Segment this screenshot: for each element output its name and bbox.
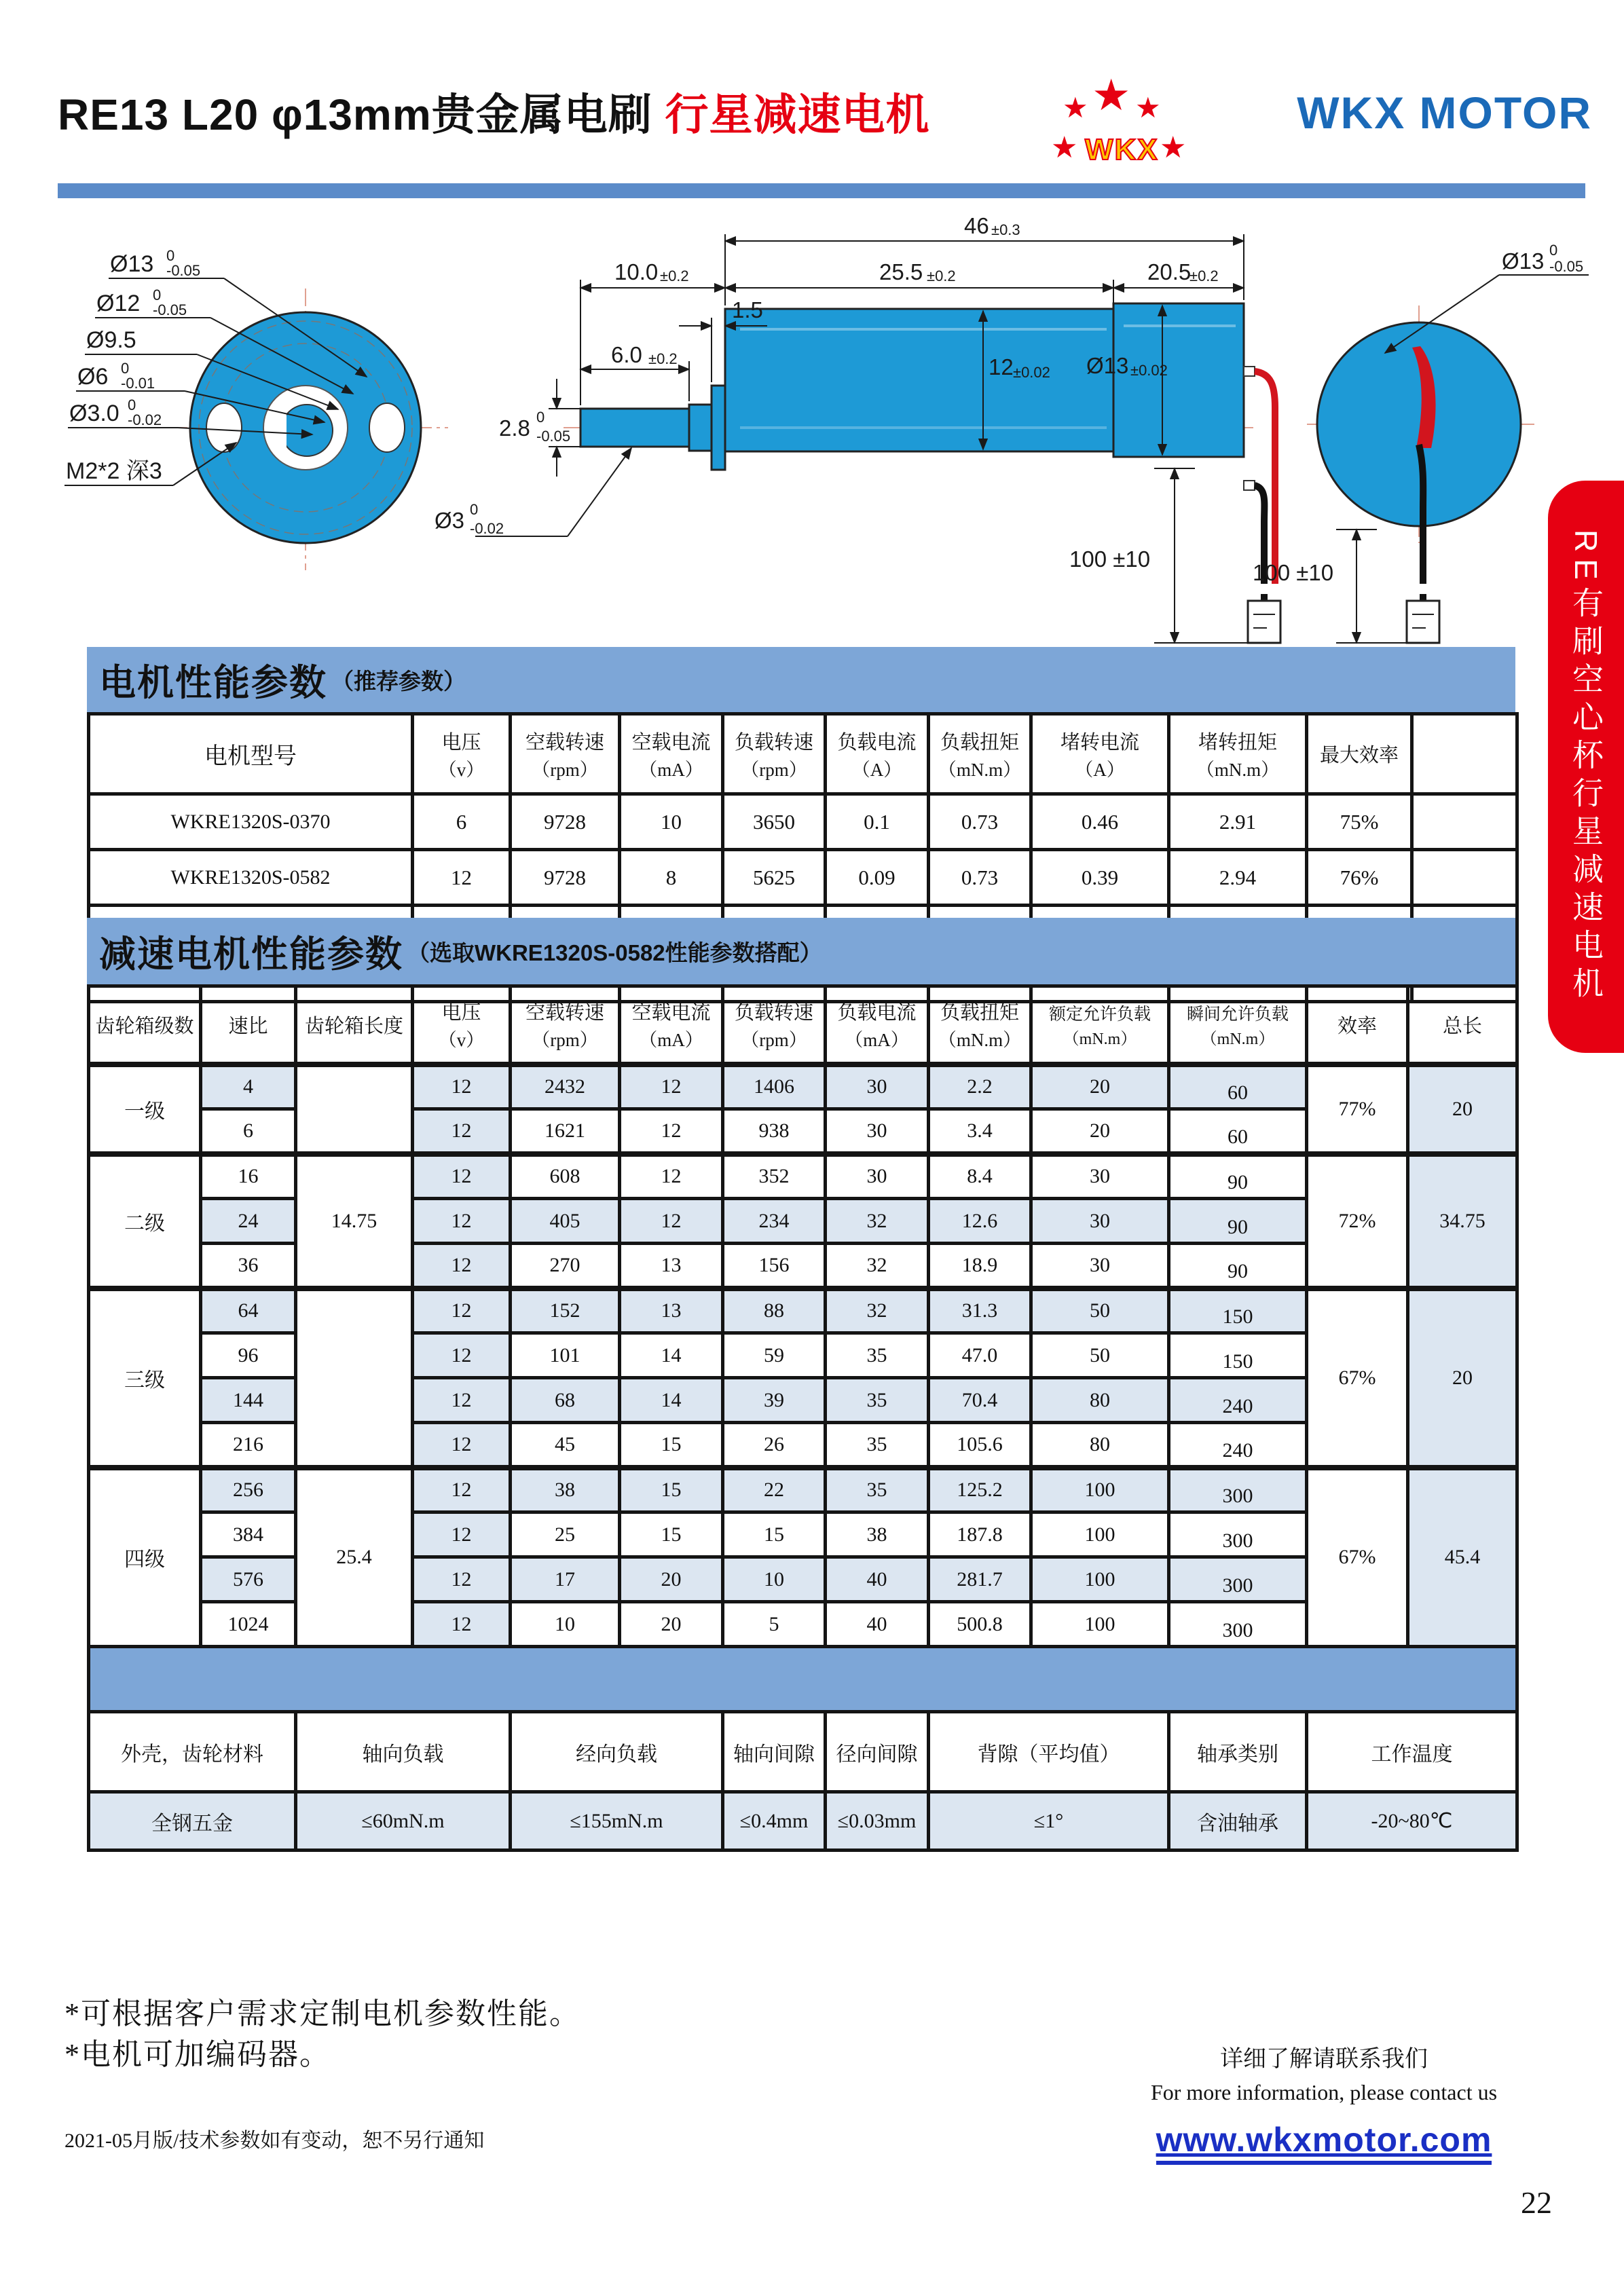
cell: 40 — [826, 1557, 929, 1602]
cell: WKRE1320S-0582 — [89, 850, 413, 906]
cell: 35 — [826, 1423, 929, 1468]
spec-radial-load: ≤155mN.m — [511, 1792, 723, 1851]
cell: 35 — [826, 1378, 929, 1423]
spec-axial-load: ≤60mN.m — [296, 1792, 511, 1851]
cell: 80 — [1031, 1423, 1169, 1468]
dim-wire2: 100 ±10 — [1253, 560, 1334, 585]
total-length-cell: 20 — [1408, 1064, 1517, 1154]
cell: 30 — [1031, 1199, 1169, 1244]
version-note: 2021-05月版/技术参数如有变动，恕不另行通知 — [64, 2130, 485, 2152]
cell: 13 — [620, 1244, 723, 1288]
cell: 14 — [620, 1333, 723, 1378]
cell: 10 — [723, 1557, 826, 1602]
cell: 64 — [201, 1288, 296, 1333]
cell: 4 — [201, 1064, 296, 1109]
motor-table-title-bar — [87, 647, 1515, 712]
cell: 12 — [413, 1288, 511, 1333]
gear-length-cell — [296, 1288, 413, 1468]
cell: 31.3 — [929, 1288, 1031, 1333]
cell: 90 — [1169, 1244, 1307, 1288]
svg-text:±0.2: ±0.2 — [648, 350, 678, 367]
col-noload-current: 空载电流 （mA） — [620, 714, 723, 794]
gear-length-cell — [296, 1064, 413, 1154]
cell: 240 — [1169, 1378, 1307, 1423]
cell: 2.91 — [1169, 794, 1307, 850]
col-efficiency: 效率 — [1307, 986, 1408, 1064]
cell: 12 — [413, 1557, 511, 1602]
cell: 2.2 — [929, 1064, 1031, 1109]
svg-text:0: 0 — [1549, 242, 1558, 259]
cell: 0.46 — [1031, 794, 1169, 850]
cell: 25 — [511, 1512, 620, 1557]
cell: 144 — [201, 1378, 296, 1423]
cell: 40 — [826, 1602, 929, 1647]
cell: 20 — [1031, 1109, 1169, 1154]
cell: 240 — [1169, 1423, 1307, 1468]
svg-text:0: 0 — [121, 360, 130, 377]
gear-length-cell: 14.75 — [296, 1154, 413, 1288]
cell: 156 — [723, 1244, 826, 1288]
dim-gearbox: 25.5 — [879, 259, 923, 284]
col-load-torque: 负载扭矩 （mN.m） — [929, 714, 1031, 794]
cell: 32 — [826, 1244, 929, 1288]
spec-col-temperature: 工作温度 — [1307, 1712, 1517, 1792]
spec-col-bearing: 轴承类别 — [1169, 1712, 1307, 1792]
col-noload-current: 空载电流 （mA） — [620, 986, 723, 1064]
cell: 270 — [511, 1244, 620, 1288]
cell: 105.6 — [929, 1423, 1031, 1468]
svg-text:0: 0 — [470, 501, 479, 518]
cell: 36 — [201, 1244, 296, 1288]
cell: 281.7 — [929, 1557, 1031, 1602]
cell — [1412, 850, 1517, 906]
cell: 12 — [620, 1064, 723, 1109]
col-stages: 齿轮箱级数 — [89, 986, 201, 1064]
cell: 1024 — [201, 1602, 296, 1647]
motor-table-title: 电机性能参数 — [99, 662, 327, 703]
side-view — [580, 303, 1255, 490]
dim-label: M2*2 深3 — [66, 458, 162, 484]
col-rated-load: 额定允许负载 （mN.m） — [1031, 986, 1169, 1064]
col-blank — [1412, 714, 1517, 794]
dim-shaft-len: 6.0 — [611, 342, 642, 367]
wkx-logo-word: WKX — [1085, 133, 1159, 166]
dim-motor: 20.5 — [1147, 259, 1192, 284]
motor-table-header-row — [89, 714, 1517, 794]
cell: 100 — [1031, 1602, 1169, 1647]
dim-wire1: 100 ±10 — [1069, 546, 1151, 572]
col-total-length: 总长 — [1408, 986, 1517, 1064]
dim-front: 10.0 — [614, 259, 659, 284]
cell: 60 — [1169, 1109, 1307, 1154]
cell: 26 — [723, 1423, 826, 1468]
cell: 9728 — [511, 850, 620, 906]
stage-cell: 三级 — [89, 1288, 201, 1468]
svg-text:±0.3: ±0.3 — [991, 221, 1020, 238]
col-load-torque: 负载扭矩 （mN.m） — [929, 986, 1031, 1064]
cell: 60 — [1169, 1064, 1307, 1109]
gear-table-subtitle: （选取WKRE1320S-0582性能参数搭配） — [407, 940, 822, 965]
cell: 6 — [201, 1109, 296, 1154]
stage-cell: 一级 — [89, 1064, 201, 1154]
spec-value-row — [89, 1792, 1517, 1851]
cell: 96 — [201, 1333, 296, 1378]
svg-text:-0.02: -0.02 — [470, 520, 504, 537]
cell: 12 — [620, 1199, 723, 1244]
cell: 0.09 — [826, 850, 929, 906]
stage-cell: 二级 — [89, 1154, 201, 1288]
cell: 75% — [1307, 794, 1412, 850]
cell: 15 — [620, 1468, 723, 1512]
side-tab-latin: RE — [1568, 529, 1604, 587]
page-title — [58, 80, 930, 143]
cell: 100 — [1031, 1557, 1169, 1602]
svg-text:±0.02: ±0.02 — [1013, 364, 1050, 381]
cell: 38 — [826, 1512, 929, 1557]
contact-block — [1059, 2040, 1589, 2165]
col-stall-current: 堵转电流 （A） — [1031, 714, 1169, 794]
star-icon: ★ — [1160, 131, 1187, 164]
cell: 20 — [620, 1602, 723, 1647]
gear-table-title: 减速电机性能参数 — [99, 933, 403, 975]
spec-col-radial-play: 径向间隙 — [826, 1712, 929, 1792]
dim-label: Ø3.0 — [69, 401, 119, 426]
cell: 15 — [723, 1512, 826, 1557]
efficiency-cell: 67% — [1307, 1288, 1408, 1468]
cell: 12.6 — [929, 1199, 1031, 1244]
cell: 90 — [1169, 1199, 1307, 1244]
col-max-efficiency: 最大效率 — [1307, 714, 1412, 794]
cell: 8.4 — [929, 1154, 1031, 1199]
front-view — [190, 312, 421, 543]
cell: 150 — [1169, 1333, 1307, 1378]
star-icon: ★ — [1063, 92, 1088, 124]
cell: 47.0 — [929, 1333, 1031, 1378]
cell: 234 — [723, 1199, 826, 1244]
gearmotor-performance-section — [87, 918, 1515, 1852]
cell: 12 — [413, 1468, 511, 1512]
cell: 12 — [620, 1154, 723, 1199]
spec-col-radial-load: 经向负载 — [511, 1712, 723, 1792]
cell: 12 — [413, 1154, 511, 1199]
cell: 256 — [201, 1468, 296, 1512]
dim-shaft-dia2: Ø3 — [435, 508, 465, 533]
cell: 35 — [826, 1333, 929, 1378]
total-length-cell: 34.75 — [1408, 1154, 1517, 1288]
spec-temperature: -20~80℃ — [1307, 1792, 1517, 1851]
page-number: 22 — [1521, 2185, 1552, 2220]
spec-col-axial-load: 轴向负载 — [296, 1712, 511, 1792]
efficiency-cell: 72% — [1307, 1154, 1408, 1288]
cell: 0.73 — [929, 794, 1031, 850]
rear-view — [1317, 275, 1589, 643]
website-link[interactable]: www.wkxmotor.com — [1156, 2120, 1492, 2165]
cell: 59 — [723, 1333, 826, 1378]
cell: 12 — [413, 1512, 511, 1557]
dim-label: Ø13 — [110, 251, 154, 277]
cell: 1621 — [511, 1109, 620, 1154]
svg-text:-0.05: -0.05 — [1549, 258, 1584, 275]
cell: 50 — [1031, 1288, 1169, 1333]
cell: 187.8 — [929, 1512, 1031, 1557]
col-load-speed: 负载转速 （rpm） — [723, 986, 826, 1064]
cell: 2.94 — [1169, 850, 1307, 906]
col-load-current: 负载电流 （mA） — [826, 986, 929, 1064]
star-icon: ★ — [1092, 71, 1131, 119]
col-voltage: 电压 （v） — [413, 714, 511, 794]
table-row — [89, 1468, 1517, 1512]
spec-col-axial-play: 轴向间隙 — [723, 1712, 826, 1792]
dim-body-h: 12 — [989, 354, 1014, 379]
col-gearbox-length: 齿轮箱长度 — [296, 986, 413, 1064]
col-noload-speed: 空载转速 （rpm） — [511, 986, 620, 1064]
cell: 3650 — [723, 794, 826, 850]
cell: 10 — [620, 794, 723, 850]
cell: 16 — [201, 1154, 296, 1199]
svg-text:0: 0 — [128, 396, 136, 413]
cell: 1406 — [723, 1064, 826, 1109]
gear-length-cell: 25.4 — [296, 1468, 413, 1647]
cell: 0.1 — [826, 794, 929, 850]
svg-text:±0.02: ±0.02 — [1130, 362, 1168, 379]
cell: 30 — [1031, 1154, 1169, 1199]
footnote-2: *电机可加编码器。 — [64, 2038, 331, 2071]
gear-table-title-bar — [87, 918, 1515, 984]
cell: 10 — [511, 1602, 620, 1647]
cell: 384 — [201, 1512, 296, 1557]
spec-header-row — [89, 1712, 1517, 1792]
cell: 39 — [723, 1378, 826, 1423]
cell: 14 — [620, 1378, 723, 1423]
cell: 5625 — [723, 850, 826, 906]
col-stall-torque: 堵转扭矩 （mN.m） — [1169, 714, 1307, 794]
table-row — [89, 1154, 1517, 1199]
cell: 15 — [620, 1423, 723, 1468]
footnote-1: *可根据客户需求定制电机参数性能。 — [64, 1997, 580, 2030]
dim-label: Ø6 — [77, 364, 109, 390]
cell: WKRE1320S-0370 — [89, 794, 413, 850]
star-icon: ★ — [1051, 131, 1078, 164]
spec-material: 全钢五金 — [89, 1792, 296, 1851]
cell: 608 — [511, 1154, 620, 1199]
table-row — [89, 1288, 1517, 1333]
page-title-red: 行星减速电机 — [665, 90, 930, 139]
brand-name: WKX MOTOR — [1297, 88, 1592, 138]
dim-flange: 1.5 — [732, 297, 763, 322]
cell: 100 — [1031, 1468, 1169, 1512]
cell: 88 — [723, 1288, 826, 1333]
dim-label: Ø9.5 — [86, 327, 136, 353]
svg-text:-0.05: -0.05 — [153, 301, 187, 318]
dim-rear-dia: Ø13 — [1502, 248, 1545, 274]
cell: 12 — [413, 1199, 511, 1244]
spec-bearing: 含油轴承 — [1169, 1792, 1307, 1851]
cell: 300 — [1169, 1602, 1307, 1647]
svg-text:-0.02: -0.02 — [128, 411, 162, 428]
spec-col-backlash: 背隙（平均值） — [929, 1712, 1169, 1792]
cell: 100 — [1031, 1512, 1169, 1557]
cell: 32 — [826, 1199, 929, 1244]
cell: 30 — [826, 1154, 929, 1199]
cell: 3.4 — [929, 1109, 1031, 1154]
cell: 12 — [413, 1378, 511, 1423]
cell — [1412, 794, 1517, 850]
cell: 22 — [723, 1468, 826, 1512]
page-title-black: RE13 L20 φ13mm贵金属电刷 — [58, 90, 652, 139]
svg-text:-0.05: -0.05 — [536, 428, 571, 445]
cell: 9728 — [511, 794, 620, 850]
spec-col-material: 外壳，齿轮材料 — [89, 1712, 296, 1792]
contact-en: For more information, please contact us — [1150, 2080, 1498, 2104]
cell: 18.9 — [929, 1244, 1031, 1288]
cell: 125.2 — [929, 1468, 1031, 1512]
cell: 12 — [413, 1109, 511, 1154]
cell: 30 — [826, 1064, 929, 1109]
cell: 24 — [201, 1199, 296, 1244]
svg-text:±0.2: ±0.2 — [660, 267, 689, 284]
cell: 0.73 — [929, 850, 1031, 906]
table-row — [89, 794, 1517, 850]
cell: 70.4 — [929, 1378, 1031, 1423]
cell: 20 — [620, 1557, 723, 1602]
cell: 152 — [511, 1288, 620, 1333]
gearmotor-performance-table — [87, 984, 1519, 1852]
cell: 12 — [413, 1423, 511, 1468]
spec-axial-play: ≤0.4mm — [723, 1792, 826, 1851]
table-row — [89, 850, 1517, 906]
svg-text:-0.05: -0.05 — [166, 262, 201, 279]
cell: 352 — [723, 1154, 826, 1199]
cell: 38 — [511, 1468, 620, 1512]
dim-body-dia: Ø13 — [1086, 353, 1129, 378]
efficiency-cell: 67% — [1307, 1468, 1408, 1647]
svg-text:-0.01: -0.01 — [121, 375, 155, 392]
cell: 300 — [1169, 1512, 1307, 1557]
spec-backlash: ≤1° — [929, 1792, 1169, 1851]
svg-text:0: 0 — [166, 247, 175, 264]
col-noload-speed: 空载转速 （rpm） — [511, 714, 620, 794]
cell: 32 — [826, 1288, 929, 1333]
svg-text:0: 0 — [536, 409, 545, 426]
cell: 405 — [511, 1199, 620, 1244]
cell: 15 — [620, 1512, 723, 1557]
col-instant-load: 瞬间允许负载 （mN.m） — [1169, 986, 1307, 1064]
table-row — [89, 1064, 1517, 1109]
cell: 68 — [511, 1378, 620, 1423]
svg-text:0: 0 — [153, 286, 162, 303]
motor-table-subtitle: （推荐参数） — [331, 668, 466, 694]
cell: 45 — [511, 1423, 620, 1468]
cell: 80 — [1031, 1378, 1169, 1423]
cell: 300 — [1169, 1468, 1307, 1512]
technical-drawing — [0, 204, 1624, 652]
col-load-current: 负载电流 （A） — [826, 714, 929, 794]
dim-shaft-dia: 2.8 — [499, 415, 530, 441]
cell: 5 — [723, 1602, 826, 1647]
cell: 300 — [1169, 1557, 1307, 1602]
stage-cell: 四级 — [89, 1468, 201, 1647]
cell: 938 — [723, 1109, 826, 1154]
col-model: 电机型号 — [89, 714, 413, 794]
cell: 12 — [413, 1333, 511, 1378]
cell: 12 — [620, 1109, 723, 1154]
cell: 12 — [413, 850, 511, 906]
cell: 500.8 — [929, 1602, 1031, 1647]
cell: 13 — [620, 1288, 723, 1333]
cell: 150 — [1169, 1288, 1307, 1333]
wires — [1248, 371, 1280, 643]
header-divider — [58, 183, 1585, 198]
contact-cn: 详细了解请联系我们 — [1220, 2047, 1428, 2072]
cell: 17 — [511, 1557, 620, 1602]
dim-total: 46 — [964, 213, 989, 238]
cell: 8 — [620, 850, 723, 906]
cell: 6 — [413, 794, 511, 850]
star-icon: ★ — [1135, 92, 1161, 124]
efficiency-cell: 77% — [1307, 1064, 1408, 1154]
cell: 12 — [413, 1602, 511, 1647]
cell: 90 — [1169, 1154, 1307, 1199]
cell: 35 — [826, 1468, 929, 1512]
cell: 576 — [201, 1557, 296, 1602]
svg-text:±0.2: ±0.2 — [1189, 267, 1219, 284]
cell: 50 — [1031, 1333, 1169, 1378]
cell: 30 — [826, 1109, 929, 1154]
svg-text:±0.2: ±0.2 — [927, 267, 956, 284]
gear-table-header-row — [89, 986, 1517, 1064]
separator-row — [89, 1647, 1517, 1712]
side-tab-cjk: 有刷空心杯行星减速电机 — [1568, 586, 1604, 1005]
spec-radial-play: ≤0.03mm — [826, 1792, 929, 1851]
front-label-texts — [66, 247, 200, 484]
cell: 101 — [511, 1333, 620, 1378]
col-voltage: 电压 （v） — [413, 986, 511, 1064]
cell: 216 — [201, 1423, 296, 1468]
cell: 20 — [1031, 1064, 1169, 1109]
cell: 12 — [413, 1064, 511, 1109]
total-length-cell: 45.4 — [1408, 1468, 1517, 1647]
col-load-speed: 负载转速 （rpm） — [723, 714, 826, 794]
cell: 30 — [1031, 1244, 1169, 1288]
cell: 12 — [413, 1244, 511, 1288]
cell: 2432 — [511, 1064, 620, 1109]
cell: 0.39 — [1031, 850, 1169, 906]
col-ratio: 速比 — [201, 986, 296, 1064]
dim-label: Ø12 — [96, 291, 141, 316]
total-length-cell: 20 — [1408, 1288, 1517, 1468]
cell: 76% — [1307, 850, 1412, 906]
